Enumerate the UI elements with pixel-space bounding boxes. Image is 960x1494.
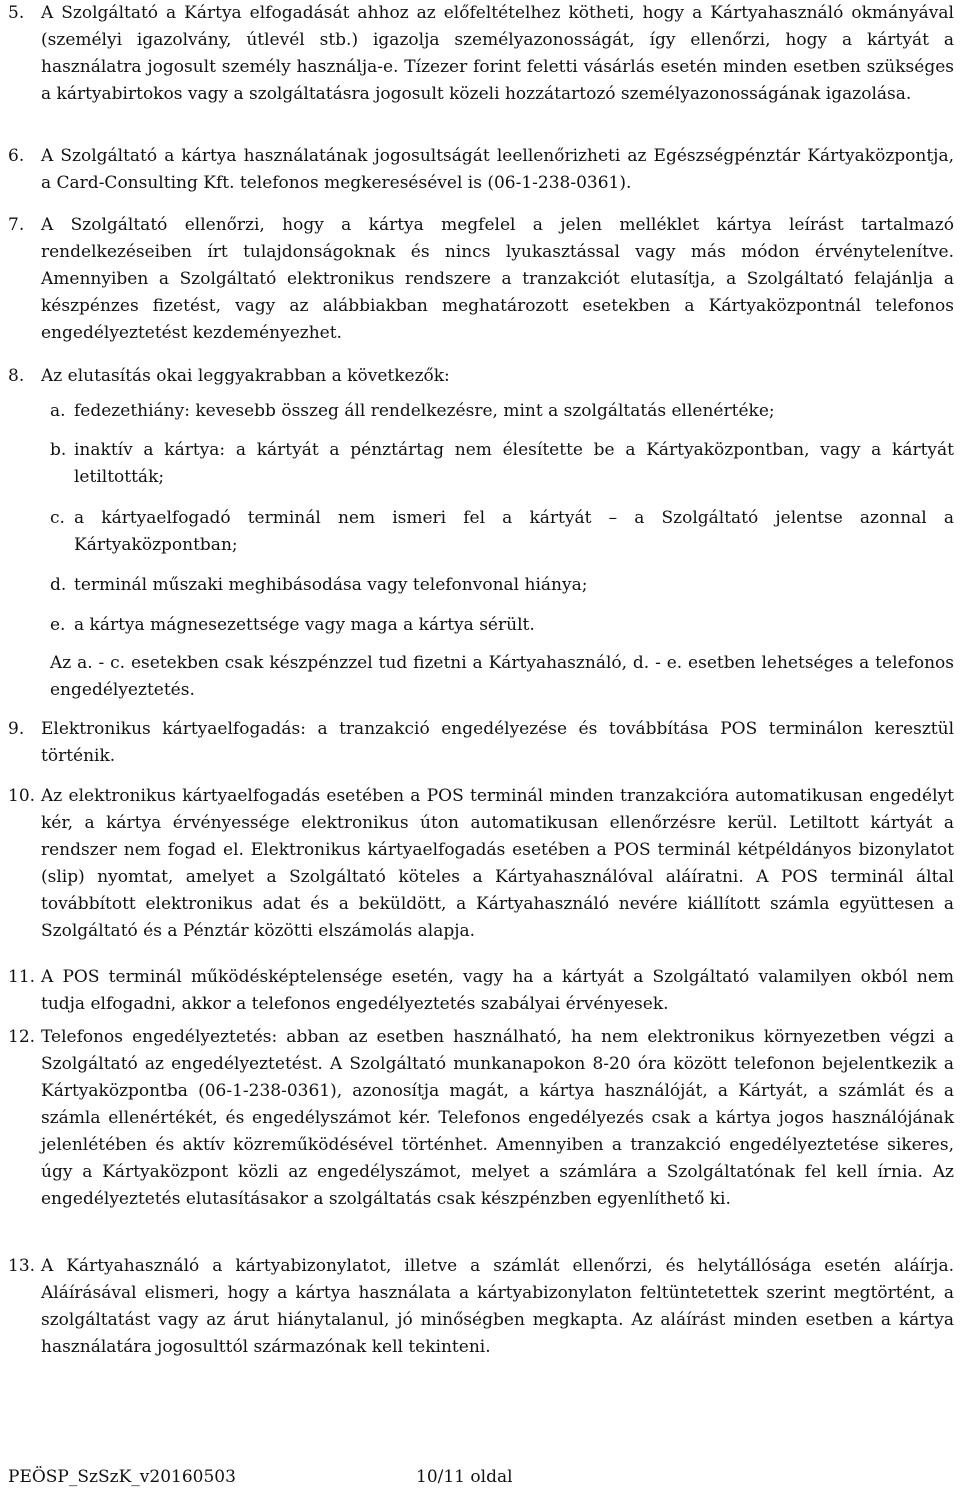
list-item-10 xyxy=(8,783,954,945)
reason-text: inaktív a kártya: a kártyát a pénztártag nem élesítette be a Kártyaközpontban, vagy a kártyát letiltották; xyxy=(74,440,954,487)
reason-letter: a. xyxy=(50,401,66,421)
reason-letter: b. xyxy=(50,440,67,460)
item-number: 8. xyxy=(8,366,25,386)
list-item-9 xyxy=(8,716,954,770)
list-item-11 xyxy=(8,964,954,1018)
item-number: 12. xyxy=(8,1027,36,1047)
item-text: Az elektronikus kártyaelfogadás esetében a POS terminál minden tranzakcióra automatikusan engedélyt kér, a kártya érvényessége elektronikus úton automatikusan ellenőrzésre kerül. Letiltott kártyát a rendszer nem fogad el. Elektronikus kártyaelfogadás esetében a POS terminál kétpéldányos bizonylatot (slip) nyomtat, amelyet a Szolgáltató köteles a Kártyahasználóval aláíratni. A POS terminál által továbbított elektronikus adat és a beküldött, a Kártyahasználó nevére kiállított számla együttesen a Szolgáltató és a Pénztár közötti elszámolás alapja. xyxy=(41,786,954,941)
reason-letter: c. xyxy=(50,508,65,528)
item-text: A Kártyahasználó a kártyabizonylatot, illetve a számlát ellenőrzi, és helytállósága esetén aláírja. Aláírásával elismeri, hogy a kártya használata a kártyabizonylaton feltüntetettek szerint megtörtént, a szolgáltatást vagy az árut hiánytalanul, jó minőségben megkapta. Az aláírást minden esetben a kártya használatára jogosulttól származónak kell tekinteni. xyxy=(41,1256,954,1357)
reason-text: terminál műszaki meghibásodása vagy telefonvonal hiánya; xyxy=(74,575,588,595)
list-item-5 xyxy=(8,0,954,108)
item-number: 5. xyxy=(8,3,25,23)
item-number: 11. xyxy=(8,967,36,987)
list-item-12 xyxy=(8,1024,954,1213)
reason-text: fedezethiány: kevesebb összeg áll rendelkezésre, mint a szolgáltatás ellenértéke; xyxy=(74,401,775,421)
item-number: 7. xyxy=(8,215,25,235)
list-item-8 xyxy=(8,363,954,390)
item-text: A Szolgáltató ellenőrzi, hogy a kártya megfelel a jelen melléklet kártya leírást tartalmazó rendelkezéseiben írt tulajdonságoknak és nincs lyukasztással vagy más módon érvénytelenítve. Amennyiben a Szolgáltató elektronikus rendszere a tranzakciót elutasítja, a Szolgáltató felajánlja a készpénzes fizetést, vagy az alábbiakban meghatározott esetekben a Kártyaközpontnál telefonos engedélyeztetést kezdeményezhet. xyxy=(41,215,954,343)
item-text: A Szolgáltató a Kártya elfogadását ahhoz az előfeltételhez kötheti, hogy a Kártyahasználó okmányával (személyi igazolvány, útlevél stb.) igazolja személyazonosságát, így ellenőrzi, hogy a kártyát a használatra jogosult személy használja-e. Tízezer forint feletti vásárlás esetén minden esetben szükséges a kártyabirtokos vagy a szolgáltatásra jogosult közeli hozzátartozó személyazonosságának igazolása. xyxy=(41,3,954,104)
footer-doc-id: PEÖSP_SzSzK_v20160503 xyxy=(8,1467,236,1487)
item-number: 10. xyxy=(8,786,36,806)
reason-text: a kártya mágnesezettsége vagy maga a kártya sérült. xyxy=(74,615,535,635)
item-number: 9. xyxy=(8,719,25,739)
reasons-note: Az a. - c. esetekben csak készpénzzel tud fizetni a Kártyahasználó, d. - e. esetben lehetséges a telefonos engedélyeztetés. xyxy=(50,653,954,700)
list-item-6 xyxy=(8,143,954,197)
footer-page-number: 10/11 oldal xyxy=(416,1467,513,1487)
reason-text: a kártyaelfogadó terminál nem ismeri fel a kártyát – a Szolgáltató jelentse azonnal a Kártyaközpontban; xyxy=(74,508,954,555)
reason-d xyxy=(50,572,954,599)
item-number: 13. xyxy=(8,1256,36,1276)
item-text: Elektronikus kártyaelfogadás: a tranzakció engedélyezése és továbbítása POS terminálon keresztül történik. xyxy=(41,719,954,766)
item-text: A Szolgáltató a kártya használatának jogosultságát leellenőrizheti az Egészségpénztár Kártyaközpontja, a Card-Consulting Kft. telefonos megkeresésével is (06-1-238-0361). xyxy=(41,146,954,193)
list-item-13 xyxy=(8,1253,954,1361)
item-text: A POS terminál működésképtelensége esetén, vagy ha a kártyát a Szolgáltató valamilyen okból nem tudja elfogadni, akkor a telefonos engedélyeztetés szabályai érvényesek. xyxy=(41,967,954,1014)
item-text: Az elutasítás okai leggyakrabban a következők: xyxy=(41,366,450,386)
reason-a xyxy=(50,398,954,425)
reason-e xyxy=(50,612,954,639)
item-text: Telefonos engedélyeztetés: abban az esetben használható, ha nem elektronikus környezetben végzi a Szolgáltató az engedélyeztetést. A Szolgáltató munkanapokon 8-20 óra között telefonon bejelentkezik a Kártyaközpontba (06-1-238-0361), azonosítja magát, a kártya használóját, a Kártyát, a számlát és a számla ellenértékét, és engedélyszámot kér. Telefonos engedélyezés csak a kártya jogos használójának jelenlétében és aktív közreműködésével történhet. Amennyiben a tranzakció engedélyeztetése sikeres, úgy a Kártyaközpont közli az engedélyszámot, melyet a számlára a Szolgáltatónak fel kell írnia. Az engedélyeztetés elutasításakor a szolgáltatás csak készpénzben egyenlíthető ki. xyxy=(41,1027,954,1209)
reason-letter: e. xyxy=(50,615,66,635)
reason-letter: d. xyxy=(50,575,67,595)
reason-c xyxy=(50,505,954,559)
reason-b xyxy=(50,437,954,491)
item-number: 6. xyxy=(8,146,25,166)
list-item-7 xyxy=(8,212,954,347)
